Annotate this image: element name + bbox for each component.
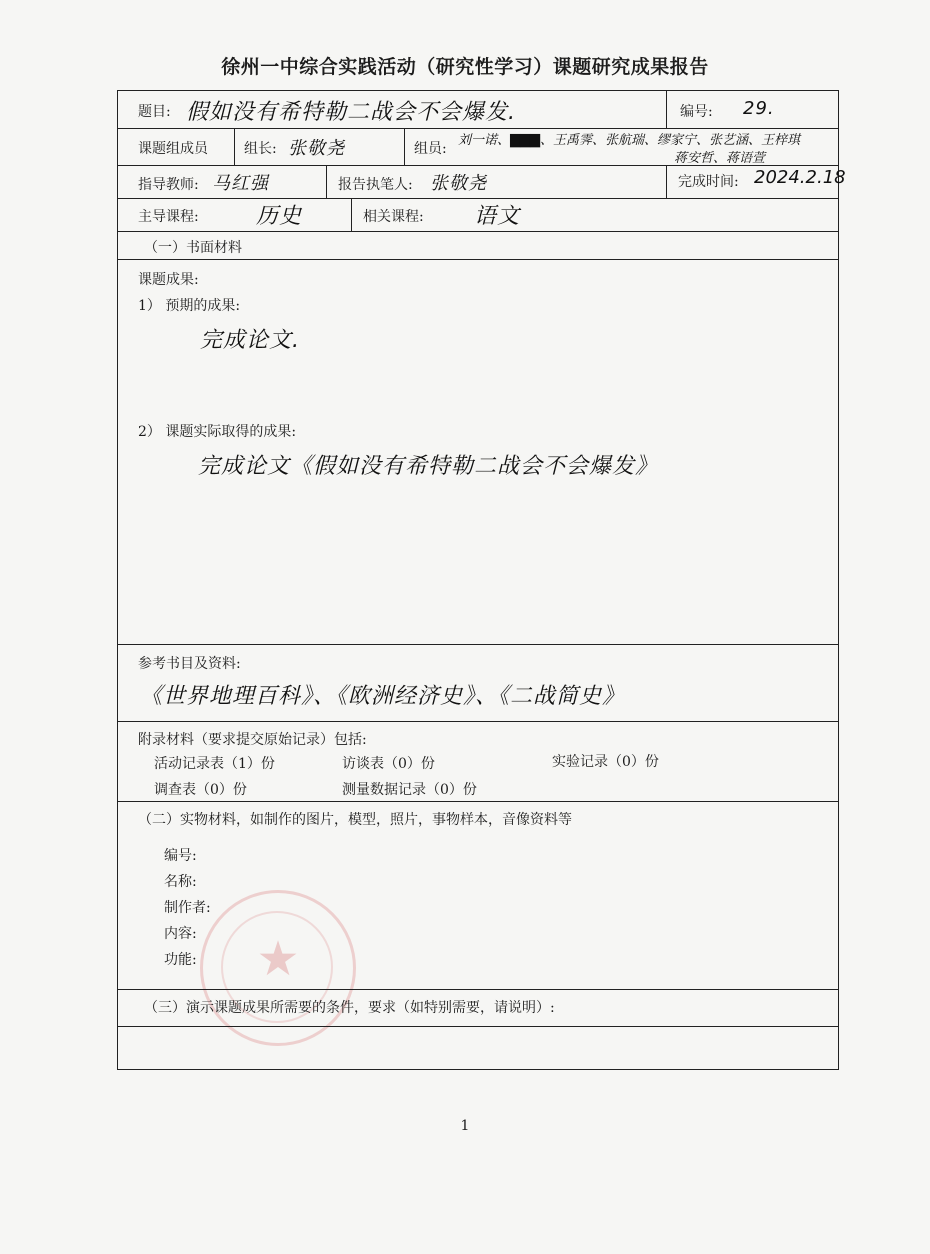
teacher-value: 马红强: [212, 173, 269, 194]
results-label: 课题成果:: [138, 272, 199, 288]
report-form: [117, 90, 846, 1070]
main-course-label: 主导课程:: [138, 209, 199, 225]
teacher-label: 指导教师:: [138, 177, 199, 193]
number-label: 编号:: [680, 104, 713, 120]
finish-label: 完成时间:: [678, 174, 739, 190]
material-field-number: 编号:: [164, 848, 197, 864]
material-field-content: 内容:: [164, 926, 197, 942]
expected-label: 1） 预期的成果:: [138, 298, 241, 314]
appendix-label: 附录材料（要求提交原始记录）包括:: [138, 732, 367, 748]
expected-value: 完成论文.: [200, 328, 300, 353]
actual-value: 完成论文《假如没有希特勒二战会不会爆发》: [198, 454, 659, 479]
appendix-measurement: 测量数据记录（0）份: [342, 782, 477, 798]
topic-value: 假如没有希特勒二战会不会爆发.: [186, 100, 516, 125]
related-course-label: 相关课程:: [363, 209, 424, 225]
refs-label: 参考书目及资料:: [138, 656, 241, 672]
group-value-line1: 刘一诺、▇▇▇、王禹霁、张航瑞、缪家宁、张艺涵、王梓琪: [458, 133, 800, 148]
appendix-survey: 调查表（0）份: [154, 782, 247, 798]
material-field-name: 名称:: [164, 874, 197, 890]
finish-value: 2024.2.18: [754, 167, 846, 188]
seal-star-icon: ★: [256, 931, 300, 987]
writer-value: 张敬尧: [430, 173, 487, 194]
number-value: 29.: [743, 98, 775, 119]
section2-heading: （二）实物材料，如制作的图片，模型，照片，事物样本，音像资料等: [138, 812, 572, 828]
members-label: 课题组成员: [138, 141, 208, 157]
section3-heading: （三）演示课题成果所需要的条件，要求（如特别需要，请说明）:: [144, 1000, 555, 1016]
group-label: 组员:: [414, 141, 447, 157]
leader-value: 张敬尧: [288, 138, 345, 159]
main-course-value: 历史: [256, 204, 303, 229]
appendix-experiment: 实验记录（0）份: [552, 754, 659, 770]
report-title: 徐州一中综合实践活动（研究性学习）课题研究成果报告: [221, 56, 709, 78]
page-number: 1: [460, 1118, 470, 1134]
refs-value: 《世界地理百科》、《欧洲经济史》、《二战简史》: [140, 684, 626, 709]
writer-label: 报告执笔人:: [338, 177, 413, 193]
leader-label: 组长:: [244, 141, 277, 157]
group-value-line2: 蒋安哲、蒋语萱: [674, 151, 766, 166]
material-field-maker: 制作者:: [164, 900, 211, 916]
related-course-value: 语文: [474, 204, 521, 229]
appendix-activity-record: 活动记录表（1）份: [154, 756, 275, 772]
appendix-interview: 访谈表（0）份: [342, 756, 435, 772]
material-field-function: 功能:: [164, 952, 197, 968]
topic-label: 题目:: [138, 104, 171, 120]
actual-label: 2） 课题实际取得的成果:: [138, 424, 297, 440]
section1-heading: （一）书面材料: [144, 240, 242, 256]
